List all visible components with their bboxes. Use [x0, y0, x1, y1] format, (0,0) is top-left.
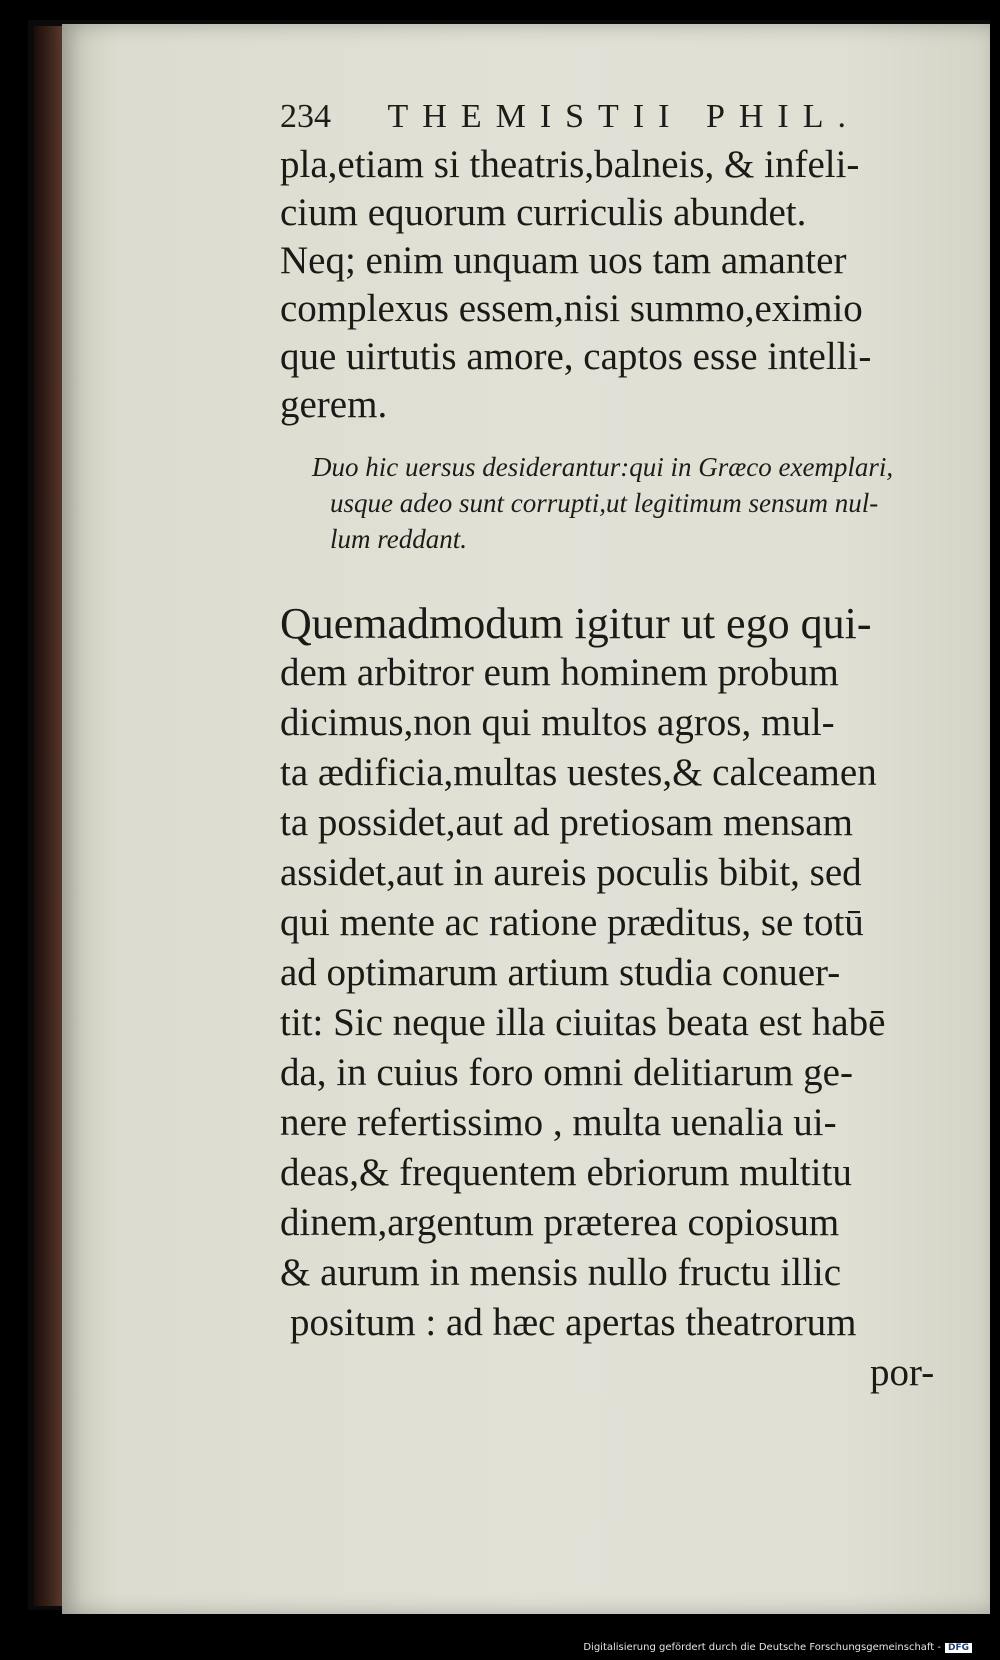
catchword: por-	[870, 1351, 935, 1394]
text-line: deas,& frequentem ebriorum multitu	[280, 1151, 852, 1194]
footer-credit-text: Digitalisierung gefördert durch die Deutsche Forschungsgemeinschaft -	[583, 1642, 941, 1653]
footer-credit	[583, 1642, 972, 1653]
note-line: Duo hic uersus desiderantur:qui in Græco exemplari,	[312, 452, 894, 482]
text-line: ta ædificia,multas uestes,& calceamen	[280, 751, 877, 794]
text-line: da, in cuius foro omni delitiarum ge-	[280, 1051, 853, 1094]
note-line: lum reddant.	[330, 524, 467, 554]
text-line: positum : ad hæc apertas theatrorum	[290, 1301, 857, 1344]
running-head	[280, 98, 980, 136]
text-line: dinem,argentum præterea copiosum	[280, 1201, 840, 1244]
text-line: ad optimarum artium studia conuer-	[280, 951, 841, 994]
text-line: complexus essem,nisi summo,eximio	[280, 287, 863, 330]
text-line: dicimus,non qui multos agros, mul-	[280, 701, 835, 744]
text-line: nere refertissimo , multa uenalia ui-	[280, 1101, 837, 1144]
text-line: qui mente ac ratione præditus, se totū	[280, 901, 864, 944]
text-line: pla,etiam si theatris,balneis, & infeli-	[280, 143, 860, 186]
running-title: THEMISTII PHIL.	[387, 98, 861, 135]
text-line: que uirtutis amore, captos esse intelli-	[280, 335, 872, 378]
note-line: usque adeo sunt corrupti,ut legitimum sensum nul-	[330, 488, 879, 518]
text-line: assidet,aut in aureis poculis bibit, sed	[280, 851, 862, 894]
text-line: tit: Sic neque illa ciuitas beata est habē	[280, 1001, 886, 1044]
text-line: dem arbitror eum hominem probum	[280, 651, 839, 694]
text-line: & aurum in mensis nullo fructu illic	[280, 1251, 842, 1294]
book-binding-edge	[34, 26, 64, 1606]
page-number: 234	[280, 98, 331, 135]
text-line: gerem.	[280, 383, 388, 426]
text-line: Quemadmodum igitur ut ego qui-	[280, 599, 872, 648]
dfg-logo-icon: DFG	[945, 1643, 972, 1653]
text-line: ta possidet,aut ad pretiosam mensam	[280, 801, 853, 844]
text-line: Neq; enim unquam uos tam amanter	[280, 239, 847, 282]
text-line: cium equorum curriculis abundet.	[280, 191, 807, 234]
